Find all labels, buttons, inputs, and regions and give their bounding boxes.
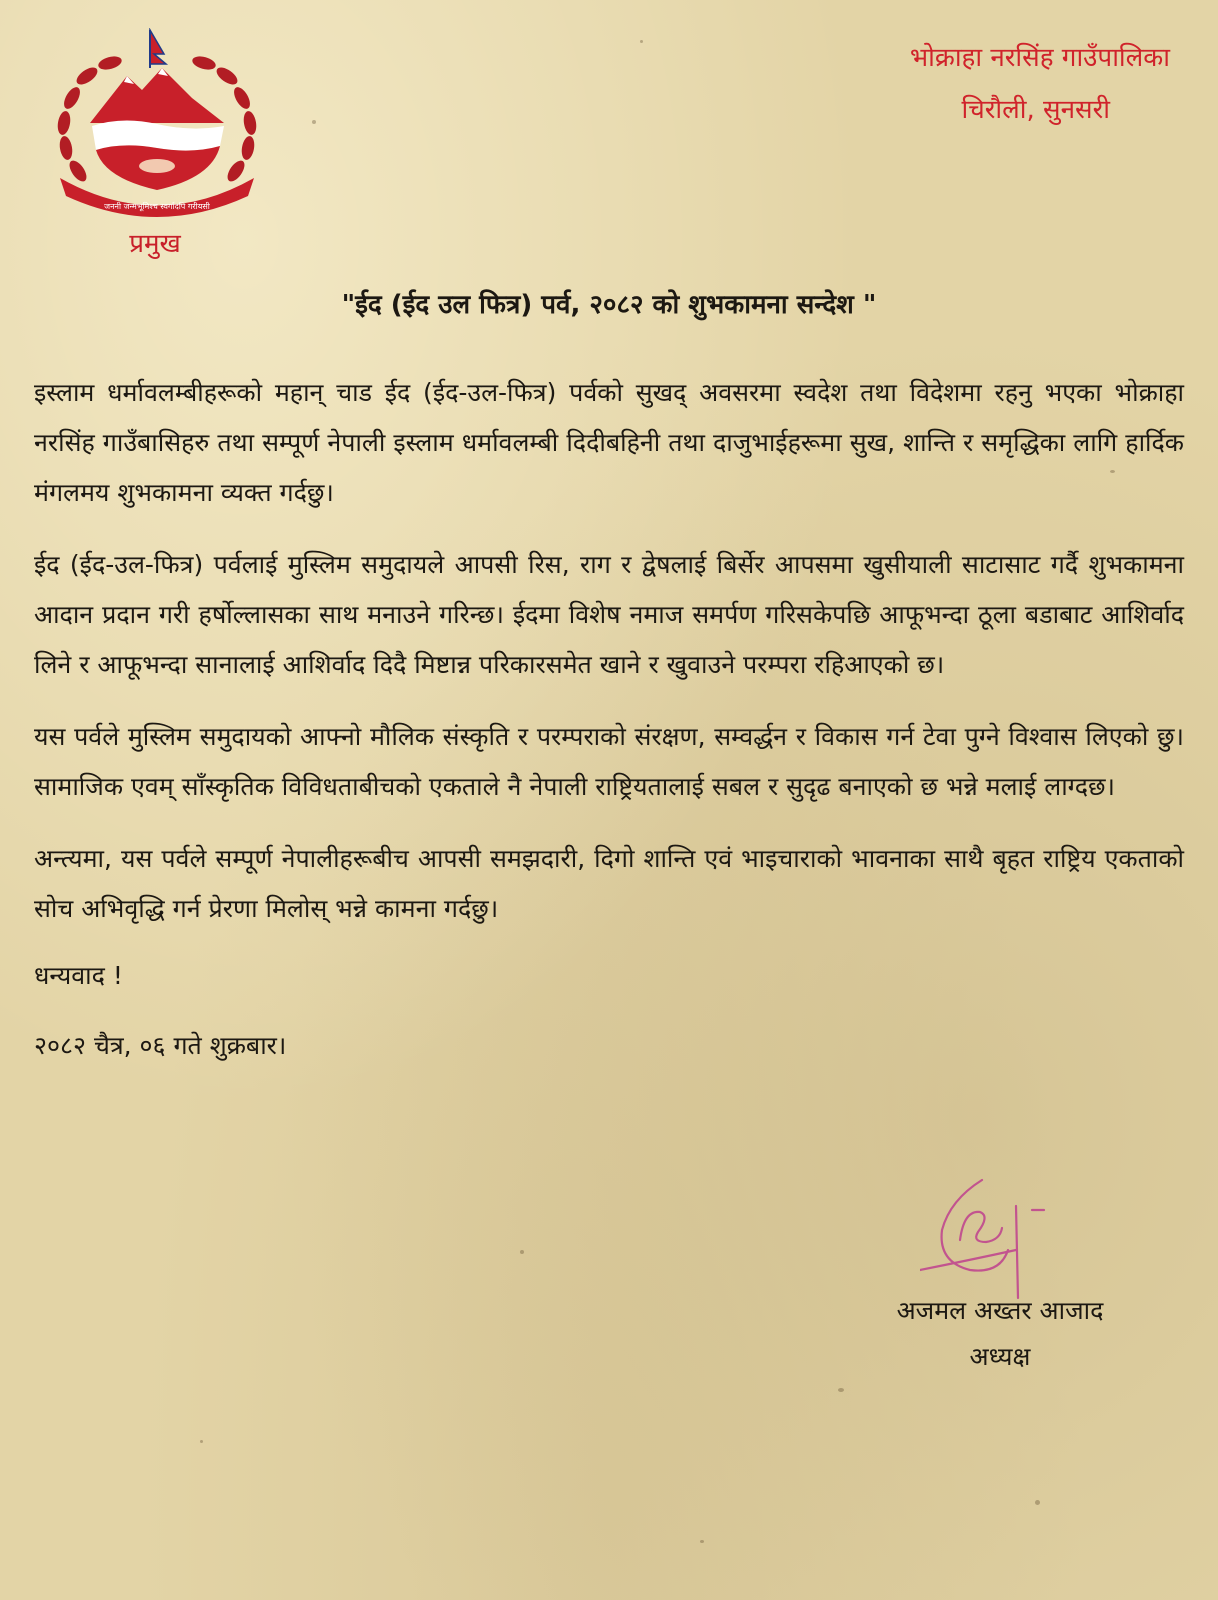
paper-speck — [640, 40, 643, 43]
signature-icon — [920, 1170, 1080, 1300]
paper-speck — [200, 1440, 203, 1443]
organization-header — [910, 32, 1170, 136]
organization-address: चिरौली, सुनसरी — [961, 95, 1110, 125]
signatory-name: अजमल अख्तर आजाद — [896, 1296, 1104, 1325]
message-title: "ईद (ईद उल फित्र) पर्व, २०८२ को शुभकामना सन्देश " — [341, 290, 877, 320]
message-paragraph: अन्त्यमा, यस पर्वले सम्पूर्ण नेपालीहरूबीच आपसी समझदारी, दिगो शान्ति एवं भाइचाराको भावनाका साथै बृहत राष्ट्रिय एकताको सोच अभिवृद्धि गर्न प्रेरणा मिलोस् भन्ने कामना गर्दछु। — [34, 844, 1184, 923]
government-emblem-icon — [42, 28, 272, 223]
paper-speck — [312, 120, 316, 124]
office-label: प्रमुख — [129, 229, 181, 259]
emblem-motto: जननी जन्मभूमिश्च स्वर्गादपि गरीयसी — [104, 202, 210, 211]
paper-speck — [520, 1250, 524, 1254]
signatory-role: अध्यक्ष — [969, 1342, 1031, 1371]
paper-speck — [700, 1540, 704, 1543]
closing-thanks: धन्यवाद ! — [34, 961, 123, 990]
message-date: २०८२ चैत्र, ०६ गते शुक्रबार। — [34, 1031, 287, 1060]
organization-name: भोक्राहा नरसिंह गाउँपालिका — [909, 43, 1170, 73]
message-paragraph: इस्लाम धर्मावलम्बीहरूको महान् चाड ईद (ईद-उल-फित्र) पर्वको सुखद् अवसरमा स्वदेश तथा विदेशमा रहनु भएका भोक्राहा नरसिंह गाउँबासिहरु तथा सम्पूर्ण नेपाली इस्लाम धर्मावलम्बी दिदीबहिनी तथा दाजुभाईहरूमा सुख, शान्ति र समृद्धिका लागि हार्दिक मंगलमय शुभकामना व्यक्त गर्दछु। — [34, 378, 1184, 507]
paper-speck — [1035, 1500, 1040, 1505]
message-paragraph: यस पर्वले मुस्लिम समुदायको आफ्नो मौलिक संस्कृति र परम्पराको संरक्षण, सम्वर्द्धन र विकास गर्न टेवा पुग्ने विश्वास लिएको छु। सामाजिक एवम् साँस्कृतिक विविधताबीचको एकताले नै नेपाली राष्ट्रियतालाई सबल र सुदृढ बनाएको छ भन्ने मलाई लाग्दछ। — [34, 722, 1184, 801]
paper-speck — [838, 1388, 844, 1392]
message-paragraph: ईद (ईद-उल-फित्र) पर्वलाई मुस्लिम समुदायले आपसी रिस, राग र द्वेषलाई बिर्सेर आपसमा खुसीयाली साटासाट गर्दै शुभकामना आदान प्रदान गरी हर्षोल्लासका साथ मनाउने गरिन्छ। ईदमा विशेष नमाज समर्पण गरिसकेपछि आफूभन्दा ठूला बडाबाट आशिर्वाद लिने र आफूभन्दा सानालाई आशिर्वाद दिदै मिष्टान्न परिकारसमेत खाने र खुवाउने परम्परा रहिआएको छ। — [34, 550, 1184, 679]
message-body — [34, 368, 1184, 1096]
